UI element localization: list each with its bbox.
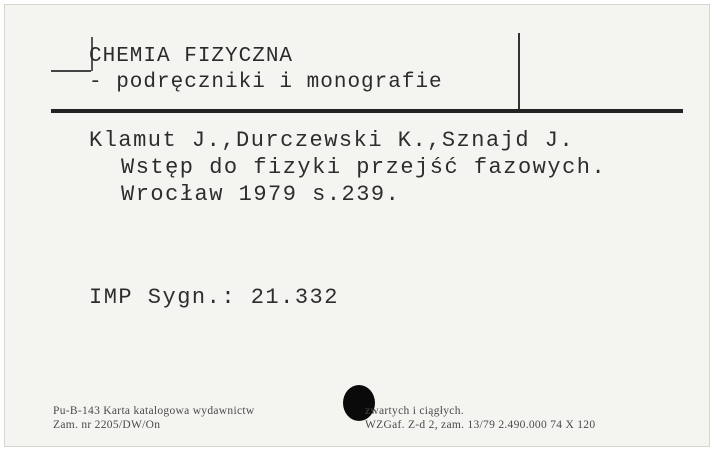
catalog-card xyxy=(4,4,710,447)
horizontal-rule xyxy=(51,109,683,113)
vertical-rule xyxy=(518,33,520,109)
subject-heading: CHEMIA FIZYCZNA xyxy=(89,45,294,68)
entry-title: Wstęp do fizyki przejść fazowych. xyxy=(121,155,607,180)
entry-publication: Wrocław 1979 s.239. xyxy=(121,182,401,207)
call-number: IMP Sygn.: 21.332 xyxy=(89,285,339,310)
subject-subheading: - podręczniki i monografie xyxy=(89,71,443,94)
entry-authors: Klamut J.,Durczewski K.,Sznajd J. xyxy=(89,128,575,153)
heading-underline xyxy=(51,70,91,72)
footer-form-line-right: zwartych i ciągłych. xyxy=(365,405,464,417)
footer-printer-line: WZGaf. Z-d 2, zam. 13/79 2.490.000 74 X 120 xyxy=(365,419,596,431)
footer-form-line: Pu-B-143 Karta katalogowa wydawnictw xyxy=(53,405,255,417)
footer-order-line: Zam. nr 2205/DW/On xyxy=(53,419,161,431)
